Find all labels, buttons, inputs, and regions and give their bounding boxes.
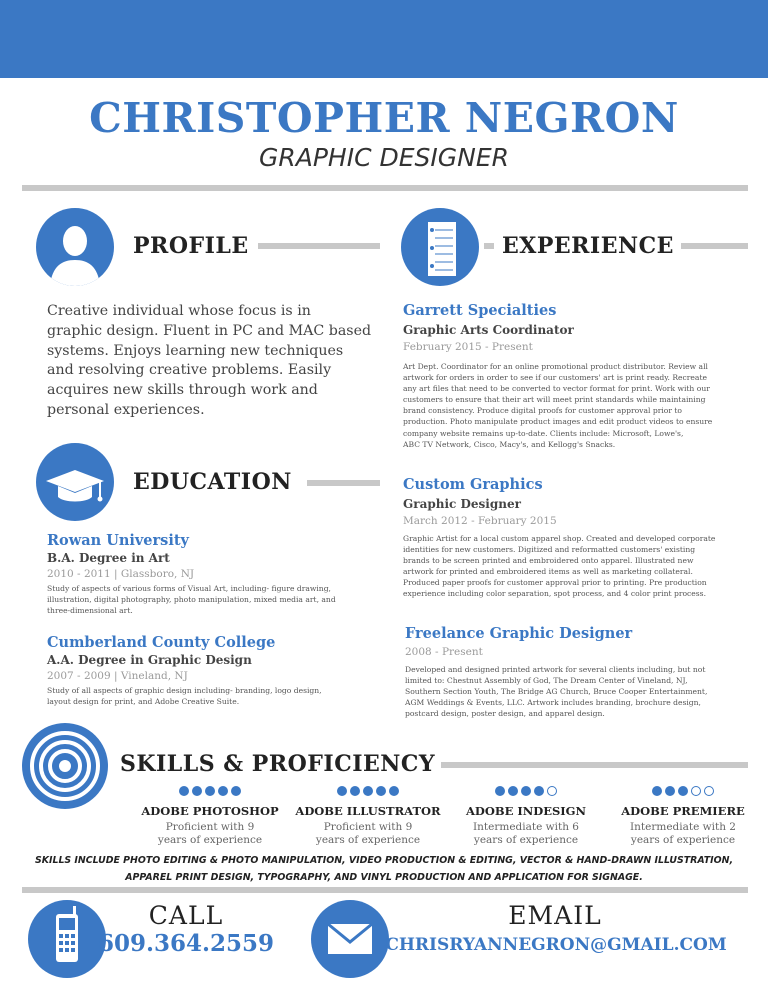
education-description xyxy=(47,583,387,616)
education-entry xyxy=(47,532,387,616)
profile-summary xyxy=(47,302,387,421)
job-dates: February 2015 - Present xyxy=(403,341,533,353)
email-label: EMAIL xyxy=(508,901,602,930)
job-description xyxy=(405,664,750,719)
header-bar xyxy=(0,0,768,78)
skill-item xyxy=(450,782,602,846)
skill-desc: Proficient with 9 xyxy=(165,821,255,833)
rating-dot xyxy=(363,786,373,796)
education-heading-rule xyxy=(307,480,380,486)
skill-rating xyxy=(292,782,444,800)
experience-entry xyxy=(405,625,750,719)
description-line: brands to be screen printed and embroidered onto apparel. Illustrated new xyxy=(403,556,694,566)
notepad-icon xyxy=(401,208,479,286)
education-entry xyxy=(47,634,387,707)
description-line: illustration, digital photography, photo manipulation, mixed media art, and xyxy=(47,595,336,605)
description-line: AGM Weddings & Events, LLC. Artwork includes branding, brochure design, xyxy=(405,698,701,708)
education-heading: EDUCATION xyxy=(133,469,292,495)
rating-dot xyxy=(205,786,215,796)
description-line: artwork for printed and embroidered items as well as marketing collateral. xyxy=(403,567,693,577)
job-dates: March 2012 - February 2015 xyxy=(403,515,557,527)
skill-desc: years of experience xyxy=(157,833,263,846)
rating-dot xyxy=(495,786,505,796)
skill-rating xyxy=(450,782,602,800)
job-description xyxy=(403,533,748,600)
skill-item xyxy=(607,782,759,846)
description-line: Developed and designed printed artwork for several clients including, but not xyxy=(405,665,706,674)
rating-dot xyxy=(389,786,399,796)
skill-name: ADOBE ILLUSTRATOR xyxy=(295,804,441,818)
description-line: Study of all aspects of graphic design including- branding, logo design, xyxy=(47,686,322,695)
skill-name: ADOBE PHOTOSHOP xyxy=(141,804,279,818)
skills-include-line: SKILLS INCLUDE PHOTO EDITING & PHOTO MANIPULATION, VIDEO PRODUCTION & EDITING, VECTOR & HAND-DRAWN ILLUSTRATION, xyxy=(34,855,734,866)
rating-dot xyxy=(508,786,518,796)
rating-dot xyxy=(376,786,386,796)
rating-dot xyxy=(665,786,675,796)
phone-number[interactable]: 609.364.2559 xyxy=(97,930,275,957)
profile-line: systems. Enjoys learning new techniques xyxy=(47,342,344,359)
rating-dot xyxy=(337,786,347,796)
rating-dot xyxy=(678,786,688,796)
skills-heading-rule xyxy=(441,762,748,768)
skill-item xyxy=(292,782,444,846)
education-description xyxy=(47,685,387,707)
description-line: Graphic Artist for a local custom apparel shop. Created and developed corporate xyxy=(403,534,716,543)
experience-entry xyxy=(403,302,748,450)
description-line: company website remains up-to-date. Clients include: Microsoft, Lowe's, xyxy=(403,428,684,438)
call-label: CALL xyxy=(148,901,224,930)
profile-line: and resolving creative problems. Easily xyxy=(47,362,332,379)
skills-include-text xyxy=(0,852,768,886)
rating-dot xyxy=(218,786,228,796)
description-line: Art Dept. Coordinator for an online promotional product distributor. Review all xyxy=(403,362,708,371)
description-line: three-dimensional art. xyxy=(47,606,133,616)
header-divider xyxy=(22,185,748,191)
company-name: Freelance Graphic Designer xyxy=(405,625,633,642)
description-line: any art files that need to be converted to vector format for print. Work with our xyxy=(403,384,710,394)
experience-heading-rule xyxy=(681,243,748,249)
school-name: Cumberland County College xyxy=(47,634,276,651)
company-name: Garrett Specialties xyxy=(403,302,557,319)
skill-name: ADOBE PREMIERE xyxy=(621,804,745,818)
graduation-cap-icon xyxy=(36,443,114,521)
skill-rating xyxy=(607,782,759,800)
experience-heading-rule-left xyxy=(484,243,494,249)
profile-heading-rule xyxy=(258,243,380,249)
rating-dot xyxy=(192,786,202,796)
description-line: postcard design, poster design, and apparel design. xyxy=(405,709,605,719)
description-line: customers to ensure that their art will meet print standards while maintaining xyxy=(403,395,706,405)
description-line: Study of aspects of various forms of Visual Art, including- figure drawing, xyxy=(47,584,331,593)
experience-heading: EXPERIENCE xyxy=(502,233,674,259)
description-line: Produced paper proofs for customer approval prior to printing. Pre production xyxy=(403,578,707,588)
rating-dot xyxy=(652,786,662,796)
email-address[interactable]: CHRISRYANNEGRON@GMAIL.COM xyxy=(385,935,727,955)
rating-dot xyxy=(350,786,360,796)
description-line: layout design for print, and Adobe Creative Suite. xyxy=(47,697,240,707)
skill-desc: Intermediate with 6 xyxy=(473,821,579,833)
rating-dot-empty xyxy=(691,786,701,796)
contact-divider xyxy=(22,887,748,893)
profile-heading: PROFILE xyxy=(133,233,249,259)
description-line: Southern Section Youth, The Bridge AG Church, Bruce Cooper Entertainment, xyxy=(405,687,708,697)
rating-dot xyxy=(231,786,241,796)
profile-line: graphic design. Fluent in PC and MAC based xyxy=(47,322,372,339)
person-silhouette-icon xyxy=(36,208,114,286)
concentric-target-icon xyxy=(22,723,108,809)
degree: B.A. Degree in Art xyxy=(47,551,170,565)
skill-item xyxy=(134,782,286,846)
rating-dot xyxy=(521,786,531,796)
skill-desc: years of experience xyxy=(315,833,421,846)
company-name: Custom Graphics xyxy=(403,476,543,493)
school-name: Rowan University xyxy=(47,532,189,549)
skills-heading: SKILLS & PROFICIENCY xyxy=(120,751,436,777)
rating-dot xyxy=(179,786,189,796)
skill-rating xyxy=(134,782,286,800)
description-line: experience including color separation, spot process, and 4 color print process. xyxy=(403,589,706,599)
profile-line: Creative individual whose focus is in xyxy=(47,303,311,319)
education-meta: 2010 - 2011 | Glassboro, NJ xyxy=(47,568,195,580)
description-line: limited to: Chestnut Assembly of God, The Dream Center of Vineland, NJ, xyxy=(405,676,688,686)
degree: A.A. Degree in Graphic Design xyxy=(47,653,252,667)
profile-line: personal experiences. xyxy=(47,401,205,418)
candidate-title: GRAPHIC DESIGNER xyxy=(258,143,510,172)
description-line: production. Photo manipulate product images and edit product videos to ensure xyxy=(403,417,713,427)
skill-desc: Intermediate with 2 xyxy=(630,821,736,833)
description-line: artwork for orders in order to see if our customers' art is print ready. Recreate xyxy=(403,373,707,383)
job-dates: 2008 - Present xyxy=(405,646,483,658)
skill-name: ADOBE INDESIGN xyxy=(465,804,587,818)
experience-entry xyxy=(403,476,748,600)
rating-dot-empty xyxy=(704,786,714,796)
rating-dot-empty xyxy=(547,786,557,796)
candidate-name: CHRISTOPHER NEGRON xyxy=(89,94,679,142)
skill-desc: years of experience xyxy=(473,833,579,846)
skills-include-line: APPAREL PRINT DESIGN, TYPOGRAPHY, AND VINYL PRODUCTION AND APPLICATION FOR SIGNAGE. xyxy=(125,872,643,883)
job-position: Graphic Arts Coordinator xyxy=(403,323,574,337)
description-line: identities for new customers. Digitized and reformatted customers' existing xyxy=(403,545,696,555)
education-meta: 2007 - 2009 | Vineland, NJ xyxy=(47,670,188,682)
skill-desc: years of experience xyxy=(630,833,736,846)
skill-desc: Proficient with 9 xyxy=(323,821,413,833)
rating-dot xyxy=(534,786,544,796)
job-description xyxy=(403,361,748,450)
profile-line: acquires new skills through work and xyxy=(47,382,318,399)
job-position: Graphic Designer xyxy=(403,497,521,511)
description-line: ABC TV Network, Cisco, Macy's, and Kellogg's Snacks. xyxy=(403,439,616,449)
description-line: brand consistency. Produce digital proofs for customer approval prior to xyxy=(403,406,682,416)
